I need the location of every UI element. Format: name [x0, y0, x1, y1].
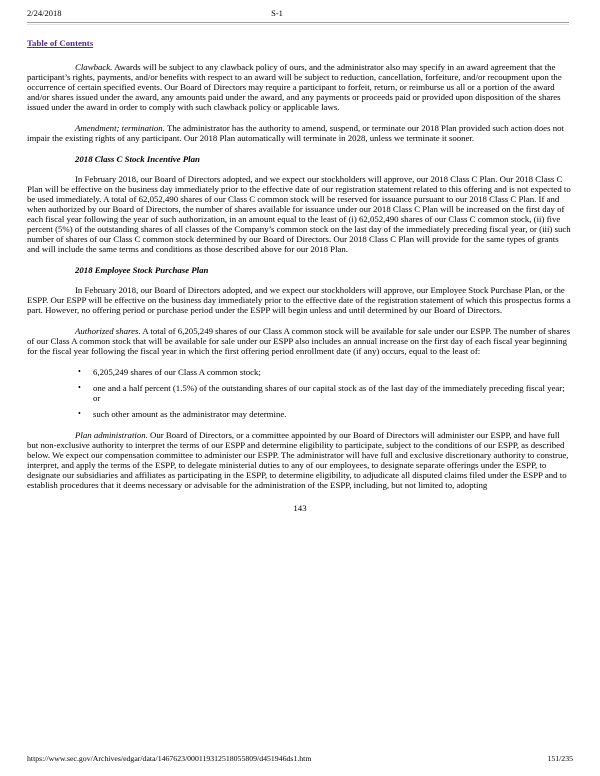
page-number: 143 — [293, 503, 307, 513]
print-footer — [27, 754, 573, 763]
table-of-contents-link[interactable]: Table of Contents — [27, 38, 94, 48]
paragraph-amendment-termination — [27, 123, 573, 143]
paragraph-class-c-plan: In February 2018, our Board of Directors adopted, and we expect our stockholders will approve, our 2018 Class C Plan. Our 2018 Class C Plan will be effective on the business day immediately prior to the effective date of our registration statement related to this offering and is not expected to be used immediately. A total of 62,052,490 shares of our Class C common stock will be reserved for issuance pursuant to our 2018 Class C Plan. If and when authorized by our Board of Directors, the number of shares available for issuance under our 2018 Class C Plan will be increased on the first day of each fiscal year following the year of such authorization, in an amount equal to the least of (i) 62,052,490 shares of our Class C common stock, (ii) five percent (5%) of the outstanding shares of all classes of the Company’s common stock on the last day of the immediately preceding fiscal year, or (iii) such number of shares of our Class C common stock determined by our Board of Directors. Our 2018 Class C Plan will provide for the same types of grants and will include the same terms and conditions as those described above for our 2018 Plan. — [27, 174, 571, 254]
print-date: 2/24/2018 — [27, 8, 62, 18]
paragraph-lead-plan-administration: Plan administration. — [75, 430, 148, 440]
paragraph-lead-amendment: Amendment; termination. — [75, 123, 165, 133]
paragraph-text-amendment: The administrator has the authority to amend, suspend, or terminate our 2018 Plan provided such action does not impair the existing rights of any participant. Our 2018 Plan automatically will terminate in 2028, unless we terminate it sooner. — [27, 123, 564, 143]
header-divider — [27, 22, 569, 25]
paragraph-authorized-shares — [27, 326, 573, 356]
paragraph-lead-clawback: Clawback. — [75, 62, 113, 72]
footer-page-indicator: 151/235 — [547, 754, 573, 763]
heading-2018-class-c-plan: 2018 Class C Stock Incentive Plan — [75, 154, 200, 164]
bullet-icon: • — [78, 383, 81, 392]
paragraph-lead-authorized-shares: Authorized shares. — [75, 326, 141, 336]
paragraph-text-authorized-shares: A total of 6,205,249 shares of our Class A common stock will be available for sale under our ESPP. The number of shares of our Class A common stock that will be available for sale under our ESPP also includes an annual increase on the first day of each fiscal year beginning for the fiscal year following the fiscal year in which the first offering period enrollment date (if any) occurs, equal to the least of: — [27, 326, 571, 356]
paragraph-text-clawback: Awards will be subject to any clawback policy of ours, and the administrator also may specify in an award agreement that the participant’s rights, payments, and/or benefits with respect to an award will be subject to reduction, cancellation, forfeiture, and/or recoupment upon the occurrence of certain specified events. Our Board of Directors may require a participant to forfeit, return, or reimburse us all or a portion of the award and/or shares issued under the award, any amounts paid under the award, and any payments or proceeds paid or provided upon disposition of the shares issued under the award in order to comply with such clawback policy or applicable laws. — [27, 62, 562, 112]
bullet-icon: • — [78, 367, 81, 376]
document-content — [27, 38, 573, 513]
list-item — [27, 383, 573, 403]
bullet-text-percent-outstanding: one and a half percent (1.5%) of the outstanding shares of our capital stock as of the last day of the immediately preceding fiscal year; or — [93, 383, 565, 403]
bullet-text-other-amount: such other amount as the administrator may determine. — [93, 409, 287, 419]
paragraph-plan-administration — [27, 430, 573, 490]
footer-url: https://www.sec.gov/Archives/edgar/data/1467623/000119312518055809/d451946ds1.htm — [27, 754, 312, 763]
paragraph-espp-intro: In February 2018, our Board of Directors adopted, and we expect our stockholders will approve, our Employee Stock Purchase Plan, or the ESPP. Our ESPP will be effective on the business day immediately prior to the effective date of the registration statement of which this prospectus forms a part. However, no offering period or purchase period under the ESPP will begin unless and until determined by our Board of Directors. — [27, 285, 571, 315]
print-header — [27, 8, 573, 20]
list-item — [27, 409, 573, 419]
list-item — [27, 367, 573, 377]
heading-2018-espp: 2018 Employee Stock Purchase Plan — [75, 265, 209, 275]
bullet-text-class-a-shares: 6,205,249 shares of our Class A common stock; — [93, 367, 261, 377]
paragraph-clawback — [27, 62, 573, 112]
paragraph-text-plan-administration: Our Board of Directors, or a committee appointed by our Board of Directors will administer our ESPP, and have full but non-exclusive authority to interpret the terms of our ESPP and determine eligibility to participate, subject to the conditions of our ESPP, as described below. We expect our compensation committee to administer our ESPP. The administrator will have full and exclusive discretionary authority to construe, interpret, and apply the terms of the ESPP, to delegate ministerial duties to any of our employees, to designate separate offerings under the ESPP, to designate our subsidiaries and affiliates as participating in the ESPP, to determine eligibility, to adjudicate all disputed claims filed under the ESPP and to establish procedures that it deems necessary or advisable for the administration of the ESPP, including, but not limited to, adopting — [27, 430, 569, 490]
bullet-list — [27, 367, 573, 419]
bullet-icon: • — [78, 409, 81, 418]
doc-type-label: S-1 — [271, 8, 283, 18]
